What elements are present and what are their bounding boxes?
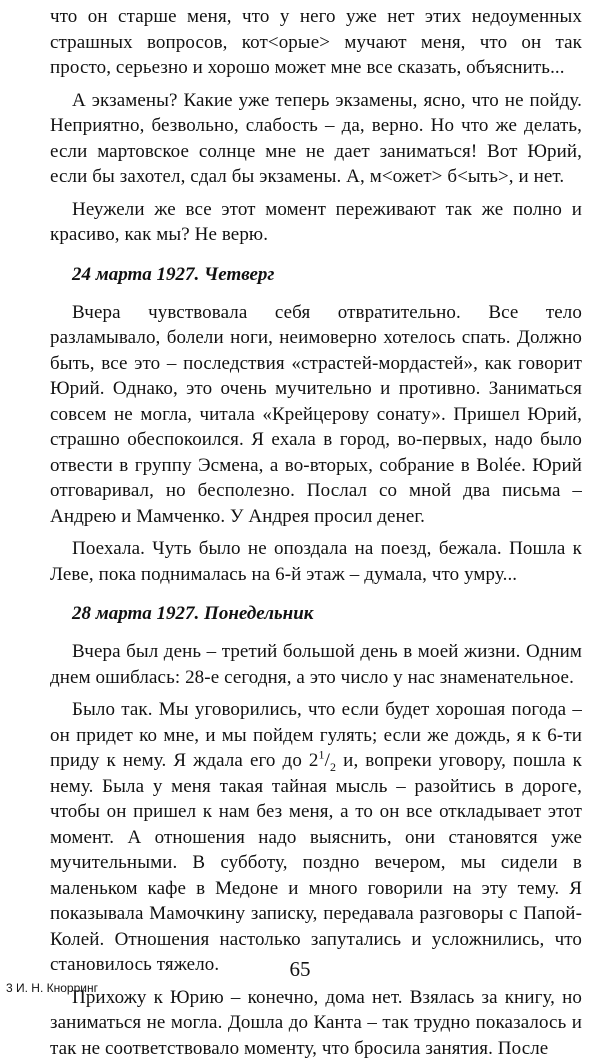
fraction-numerator: 1 xyxy=(319,748,325,762)
paragraph: Вчера чувствовала себя отвратительно. Все тело разламывало, болели ноги, неимоверно хотелось спать. Должно быть, все это – последствия «страстей-мордастей», как говорит Юрий. Однако, это очень мучительно и противно. Заниматься совсем не могла, читала «Крейцерову сонату». Пришел Юрий, страшно обеспокоился. Я ехала в город, во-первых, надо было отвести в группу Эсмена, а во-вторых, собрание в Bolée. Юрий отговаривал, но бесполезно. Послал со мной два письма – Андрею и Мамченко. У Андрея просил денег. xyxy=(50,300,582,530)
paragraph: Неужели же все этот момент переживают так же полно и красиво, как мы? Не верю. xyxy=(50,197,582,248)
page-text xyxy=(50,4,582,1061)
diary-entry-heading: 24 марта 1927. Четверг xyxy=(72,263,582,287)
signature-line: 3 И. Н. Кнорринг xyxy=(6,981,98,995)
paragraph: что он старше меня, что у него уже нет этих недоуменных страшных вопросов, кот<орые> мучают меня, что он так просто, серьезно и хорошо может мне все сказать, объяснить... xyxy=(50,4,582,81)
paragraph: Вчера был день – третий большой день в моей жизни. Одним днем ошиблась: 28-е сегодня, а это число у нас знаменательное. xyxy=(50,639,582,690)
paragraph-part: Было так. Мы уговорились, что если будет хорошая погода – он придет ко мне, и мы пойдем гулять; если же дождь, я к 6-ти приду к нему. Я ждала его до 2 xyxy=(50,699,582,771)
fraction-denominator: 2 xyxy=(330,760,336,774)
paragraph: Прихожу к Юрию – конечно, дома нет. Взялась за книгу, но заниматься не могла. Дошла до Канта – так трудно показалось и так не соответствовало моменту, что бросила занятия. После xyxy=(50,985,582,1061)
paragraph: А экзамены? Какие уже теперь экзамены, ясно, что не пойду. Неприятно, безвольно, слабость – да, верно. Но что же делать, если мартовское солнце мне не дает заниматься! Вот Юрий, если бы захотел, сдал бы экзамены. А, м<ожет> б<ыть>, и нет. xyxy=(50,88,582,190)
paragraph: Было так. Мы уговорились, что если будет хорошая погода – он придет ко мне, и мы пойдем гулять; если же дождь, я к 6-ти приду к нему. Я ждала его до $2^1/_2$ и, вопреки уговору, пошла к нему. Была у меня такая тайная мысль – разойтись в дороге, чтобы он пришел к нам без меня, а то он все откладывает этот момент. А отношения надо выяснить, они становятся уже мучительными. В субботу, поздно вечером, мы сидели в маленьком кафе в Медоне и много говорили на эту тему. Я показывала Мамочкину записку, передавала разговоры с Папой-Колей. Отношения настолько запутались и усложнились, что становилось тяжело. xyxy=(50,697,582,978)
page-number: 65 xyxy=(0,957,600,982)
diary-entry-heading: 28 марта 1927. Понедельник xyxy=(72,602,582,626)
paragraph-part: и, вопреки уговору, пошла к нему. Была у меня такая тайная мысль – разойтись в дороге, чтобы он пришел к нам без меня, а то он все откладывает этот момент. А отношения надо выяснить, они становятся уже мучительными. В субботу, поздно вечером, мы сидели в маленьком кафе в Медоне и много говорили на эту тему. Я показывала Мамочкину записку, передавала разговоры с Папой-Колей. Отношения настолько запутались и усложнились, что становилось тяжело. xyxy=(50,750,582,975)
paragraph: Поехала. Чуть было не опоздала на поезд, бежала. Пошла к Леве, пока поднималась на 6-й этаж – думала, что умру... xyxy=(50,536,582,587)
